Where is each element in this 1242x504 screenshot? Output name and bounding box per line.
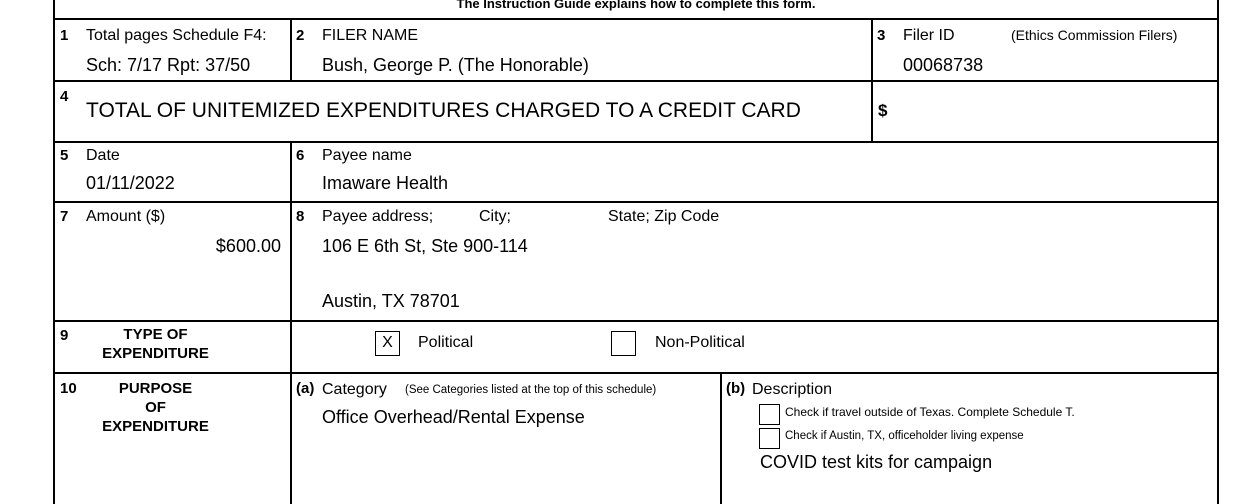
category-label: Category xyxy=(322,381,387,398)
field8-label-state-zip: State; Zip Code xyxy=(608,208,720,225)
date-value: 01/11/2022 xyxy=(86,173,175,193)
schedule-f4-form xyxy=(53,0,1219,504)
field1-label: Total pages Schedule F4: xyxy=(86,27,267,44)
field9-label-line2: EXPENDITURE xyxy=(102,345,209,362)
col-divider-purpose xyxy=(720,372,722,504)
field9-label-line1: TYPE OF xyxy=(123,326,188,343)
col-divider-row1 xyxy=(290,18,292,81)
category-value: Office Overhead/Rental Expense xyxy=(322,407,585,427)
rule-after-total xyxy=(53,141,1219,143)
field10-number: 10 xyxy=(60,380,77,397)
field9-number: 9 xyxy=(60,327,69,344)
travel-outside-texas-label: Check if travel outside of Texas. Complete Schedule T. xyxy=(785,405,1075,419)
austin-living-expense-checkbox[interactable] xyxy=(759,428,780,449)
political-checkbox[interactable]: X xyxy=(375,331,400,356)
field10-label-line3: EXPENDITURE xyxy=(102,418,209,435)
field3-label: Filer ID xyxy=(903,27,955,44)
rule-after-date xyxy=(53,201,1219,203)
field4-dollar-sign: $ xyxy=(878,101,888,120)
field4-number: 4 xyxy=(60,88,69,105)
amount-value: $600.00 xyxy=(215,236,281,256)
rule-after-filer xyxy=(53,80,1219,82)
payee-name-value: Imaware Health xyxy=(322,173,449,193)
non-political-label: Non-Political xyxy=(655,334,745,351)
instruction-note: The Instruction Guide explains how to complete this form. xyxy=(456,0,816,11)
field10-label-line1: PURPOSE xyxy=(118,380,193,397)
rule-top xyxy=(53,18,1219,20)
left-border xyxy=(53,0,55,504)
political-label: Political xyxy=(418,334,474,351)
field2-label: FILER NAME xyxy=(322,27,419,44)
field7-number: 7 xyxy=(60,208,69,225)
rule-after-address xyxy=(53,320,1219,322)
payee-address-line1: 106 E 6th St, Ste 900-114 xyxy=(322,236,528,256)
field1-number: 1 xyxy=(60,27,69,44)
field3-note: (Ethics Commission Filers) xyxy=(1011,27,1178,43)
description-letter: (b) xyxy=(726,380,746,397)
field7-label: Amount ($) xyxy=(86,208,166,225)
field8-label-city: City; xyxy=(479,208,511,225)
travel-outside-texas-checkbox[interactable] xyxy=(759,404,780,425)
field6-label: Payee name xyxy=(322,147,412,164)
payee-address-line2: Austin, TX 78701 xyxy=(322,291,460,311)
category-note: (See Categories listed at the top of this schedule) xyxy=(405,384,657,396)
col-divider-row1-right xyxy=(871,18,873,141)
field8-label-address: Payee address; xyxy=(322,208,434,225)
category-letter: (a) xyxy=(296,380,315,397)
description-label: Description xyxy=(752,381,833,398)
field5-number: 5 xyxy=(60,147,69,164)
field5-label: Date xyxy=(86,147,120,164)
field3-number: 3 xyxy=(877,27,886,44)
field4-label: TOTAL OF UNITEMIZED EXPENDITURES CHARGED TO A CREDIT CARD xyxy=(86,99,801,122)
field1-value: Sch: 7/17 Rpt: 37/50 xyxy=(86,55,251,75)
rule-after-type xyxy=(53,372,1219,374)
field2-number: 2 xyxy=(296,27,305,44)
field6-number: 6 xyxy=(296,147,305,164)
filer-id-value: 00068738 xyxy=(903,55,984,75)
non-political-checkbox[interactable] xyxy=(611,331,636,356)
col-divider-lower xyxy=(290,141,292,504)
description-value: COVID test kits for campaign xyxy=(760,452,993,472)
right-border xyxy=(1217,0,1219,504)
field10-label-line2: OF xyxy=(145,399,166,416)
austin-living-expense-label: Check if Austin, TX, officeholder living expense xyxy=(785,430,1024,442)
field8-number: 8 xyxy=(296,208,305,225)
filer-name-value: Bush, George P. (The Honorable) xyxy=(322,55,589,75)
